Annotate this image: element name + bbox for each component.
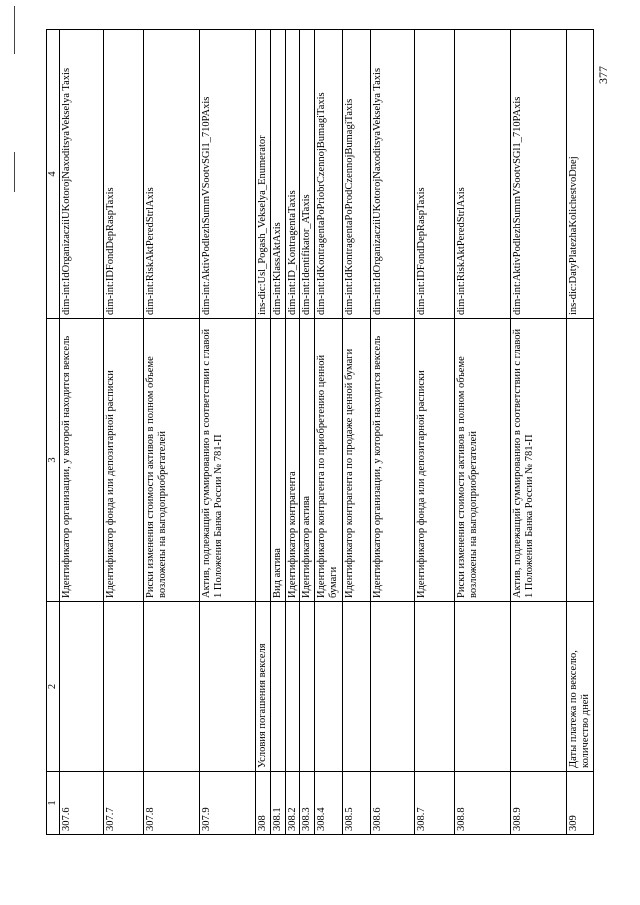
- table-row: [270, 30, 285, 835]
- cell-desc: Идентификатор организации, у которой находится вексель: [371, 319, 415, 602]
- cell-name: [59, 602, 103, 772]
- cell-num: 308.6: [371, 772, 415, 835]
- cell-desc: Идентификатор контрагента по продаже ценной бумаги: [343, 319, 371, 602]
- cell-num: 308: [255, 772, 270, 835]
- cell-name: [199, 602, 255, 772]
- cell-desc: Идентификатор актива: [300, 319, 315, 602]
- cell-code: ins-dic:DatyPlatezhaKolichestvoDnej: [567, 30, 594, 319]
- cell-desc: Идентификатор фонда или депозитарной расписки: [103, 319, 143, 602]
- table-row: [59, 30, 103, 835]
- cell-num: 307.7: [103, 772, 143, 835]
- cell-code: dim-int:RiskAktPeredStrlAxis: [143, 30, 199, 319]
- cell-name: [511, 602, 567, 772]
- table-row: [415, 30, 455, 835]
- cell-num: 309: [567, 772, 594, 835]
- cell-num: 308.8: [455, 772, 511, 835]
- cell-name: [270, 602, 285, 772]
- cell-name: [315, 602, 343, 772]
- table-row: [103, 30, 143, 835]
- table-row: [285, 30, 300, 835]
- cell-code: dim-int:AktivPodlezhSummVSootvSGl1_710PAxis: [199, 30, 255, 319]
- cell-code: dim-int:IdKontragentaPoProdCzennojBumagiTaxis: [343, 30, 371, 319]
- cell-num: 308.2: [285, 772, 300, 835]
- table-row: [371, 30, 415, 835]
- header-row: [47, 30, 60, 835]
- cell-desc: Идентификатор фонда или депозитарной расписки: [415, 319, 455, 602]
- data-table: [46, 29, 594, 835]
- cell-code: dim-int:IDFondDepRaspTaxis: [415, 30, 455, 319]
- cell-name: Даты платежа по векселю, количество дней: [567, 602, 594, 772]
- cell-num: 308.4: [315, 772, 343, 835]
- cell-num: 308.5: [343, 772, 371, 835]
- cell-desc: Вид актива: [270, 319, 285, 602]
- margin-mark-bottom: [14, 152, 15, 192]
- header-cell: 4: [47, 30, 60, 319]
- header-cell: 2: [47, 602, 60, 772]
- margin-mark-top: [14, 6, 15, 54]
- cell-name: [143, 602, 199, 772]
- table-row: [455, 30, 511, 835]
- cell-name: [343, 602, 371, 772]
- table-row: [511, 30, 567, 835]
- table-row: [143, 30, 199, 835]
- page-number: 377: [596, 66, 610, 84]
- cell-code: dim-int:AktivPodlezhSummVSootvSGl1_710PAxis: [511, 30, 567, 319]
- table-body: [59, 30, 593, 835]
- cell-code: dim-int:RiskAktPeredStrlAxis: [455, 30, 511, 319]
- cell-num: 308.9: [511, 772, 567, 835]
- cell-name: [285, 602, 300, 772]
- cell-desc: Риски изменения стоимости активов в полном объеме возложены на выгодоприобретателей: [455, 319, 511, 602]
- cell-desc: Риски изменения стоимости активов в полном объеме возложены на выгодоприобретателей: [143, 319, 199, 602]
- cell-name: Условия погашения векселя: [255, 602, 270, 772]
- table-row: [255, 30, 270, 835]
- cell-code: ins-dic:Usl_Pogash_Vekselya_Enumerator: [255, 30, 270, 319]
- header-cell: 1: [47, 772, 60, 835]
- cell-code: dim-int:IdOrganizacziiUKotorojNaxoditsyaVekselya Taxis: [371, 30, 415, 319]
- cell-num: 308.3: [300, 772, 315, 835]
- cell-code: dim-int:IdOrganizacziiUKotorojNaxoditsyaVekselya Taxis: [59, 30, 103, 319]
- table-row: [199, 30, 255, 835]
- cell-code: dim-int:IDFondDepRaspTaxis: [103, 30, 143, 319]
- cell-desc: Актив, подлежащий суммированию в соответствии с главой 1 Положения Банка России № 781-П: [199, 319, 255, 602]
- cell-num: 308.7: [415, 772, 455, 835]
- rotated-page: [46, 30, 591, 835]
- cell-code: dim-int:ID_KontragentaTaxis: [285, 30, 300, 319]
- cell-name: [300, 602, 315, 772]
- table-row: [343, 30, 371, 835]
- cell-desc: Актив, подлежащий суммированию в соответствии с главой 1 Положения Банка России № 781-П: [511, 319, 567, 602]
- cell-name: [455, 602, 511, 772]
- cell-code: dim-int:Identifikator_ATaxis: [300, 30, 315, 319]
- cell-desc: Идентификатор организации, у которой находится вексель: [59, 319, 103, 602]
- cell-code: dim-int:KlassAktAxis: [270, 30, 285, 319]
- cell-desc: Идентификатор контрагента по приобретению ценной бумаги: [315, 319, 343, 602]
- cell-desc: Идентификатор контрагента: [285, 319, 300, 602]
- table-row: [567, 30, 594, 835]
- cell-name: [371, 602, 415, 772]
- cell-desc: [255, 319, 270, 602]
- table-row: [300, 30, 315, 835]
- cell-num: 307.8: [143, 772, 199, 835]
- cell-num: 307.9: [199, 772, 255, 835]
- cell-num: 308.1: [270, 772, 285, 835]
- cell-desc: [567, 319, 594, 602]
- cell-num: 307.6: [59, 772, 103, 835]
- cell-name: [415, 602, 455, 772]
- table-row: [315, 30, 343, 835]
- cell-name: [103, 602, 143, 772]
- header-cell: 3: [47, 319, 60, 602]
- cell-code: dim-int:IdKontragentaPoPriobrCzennojBumagiTaxis: [315, 30, 343, 319]
